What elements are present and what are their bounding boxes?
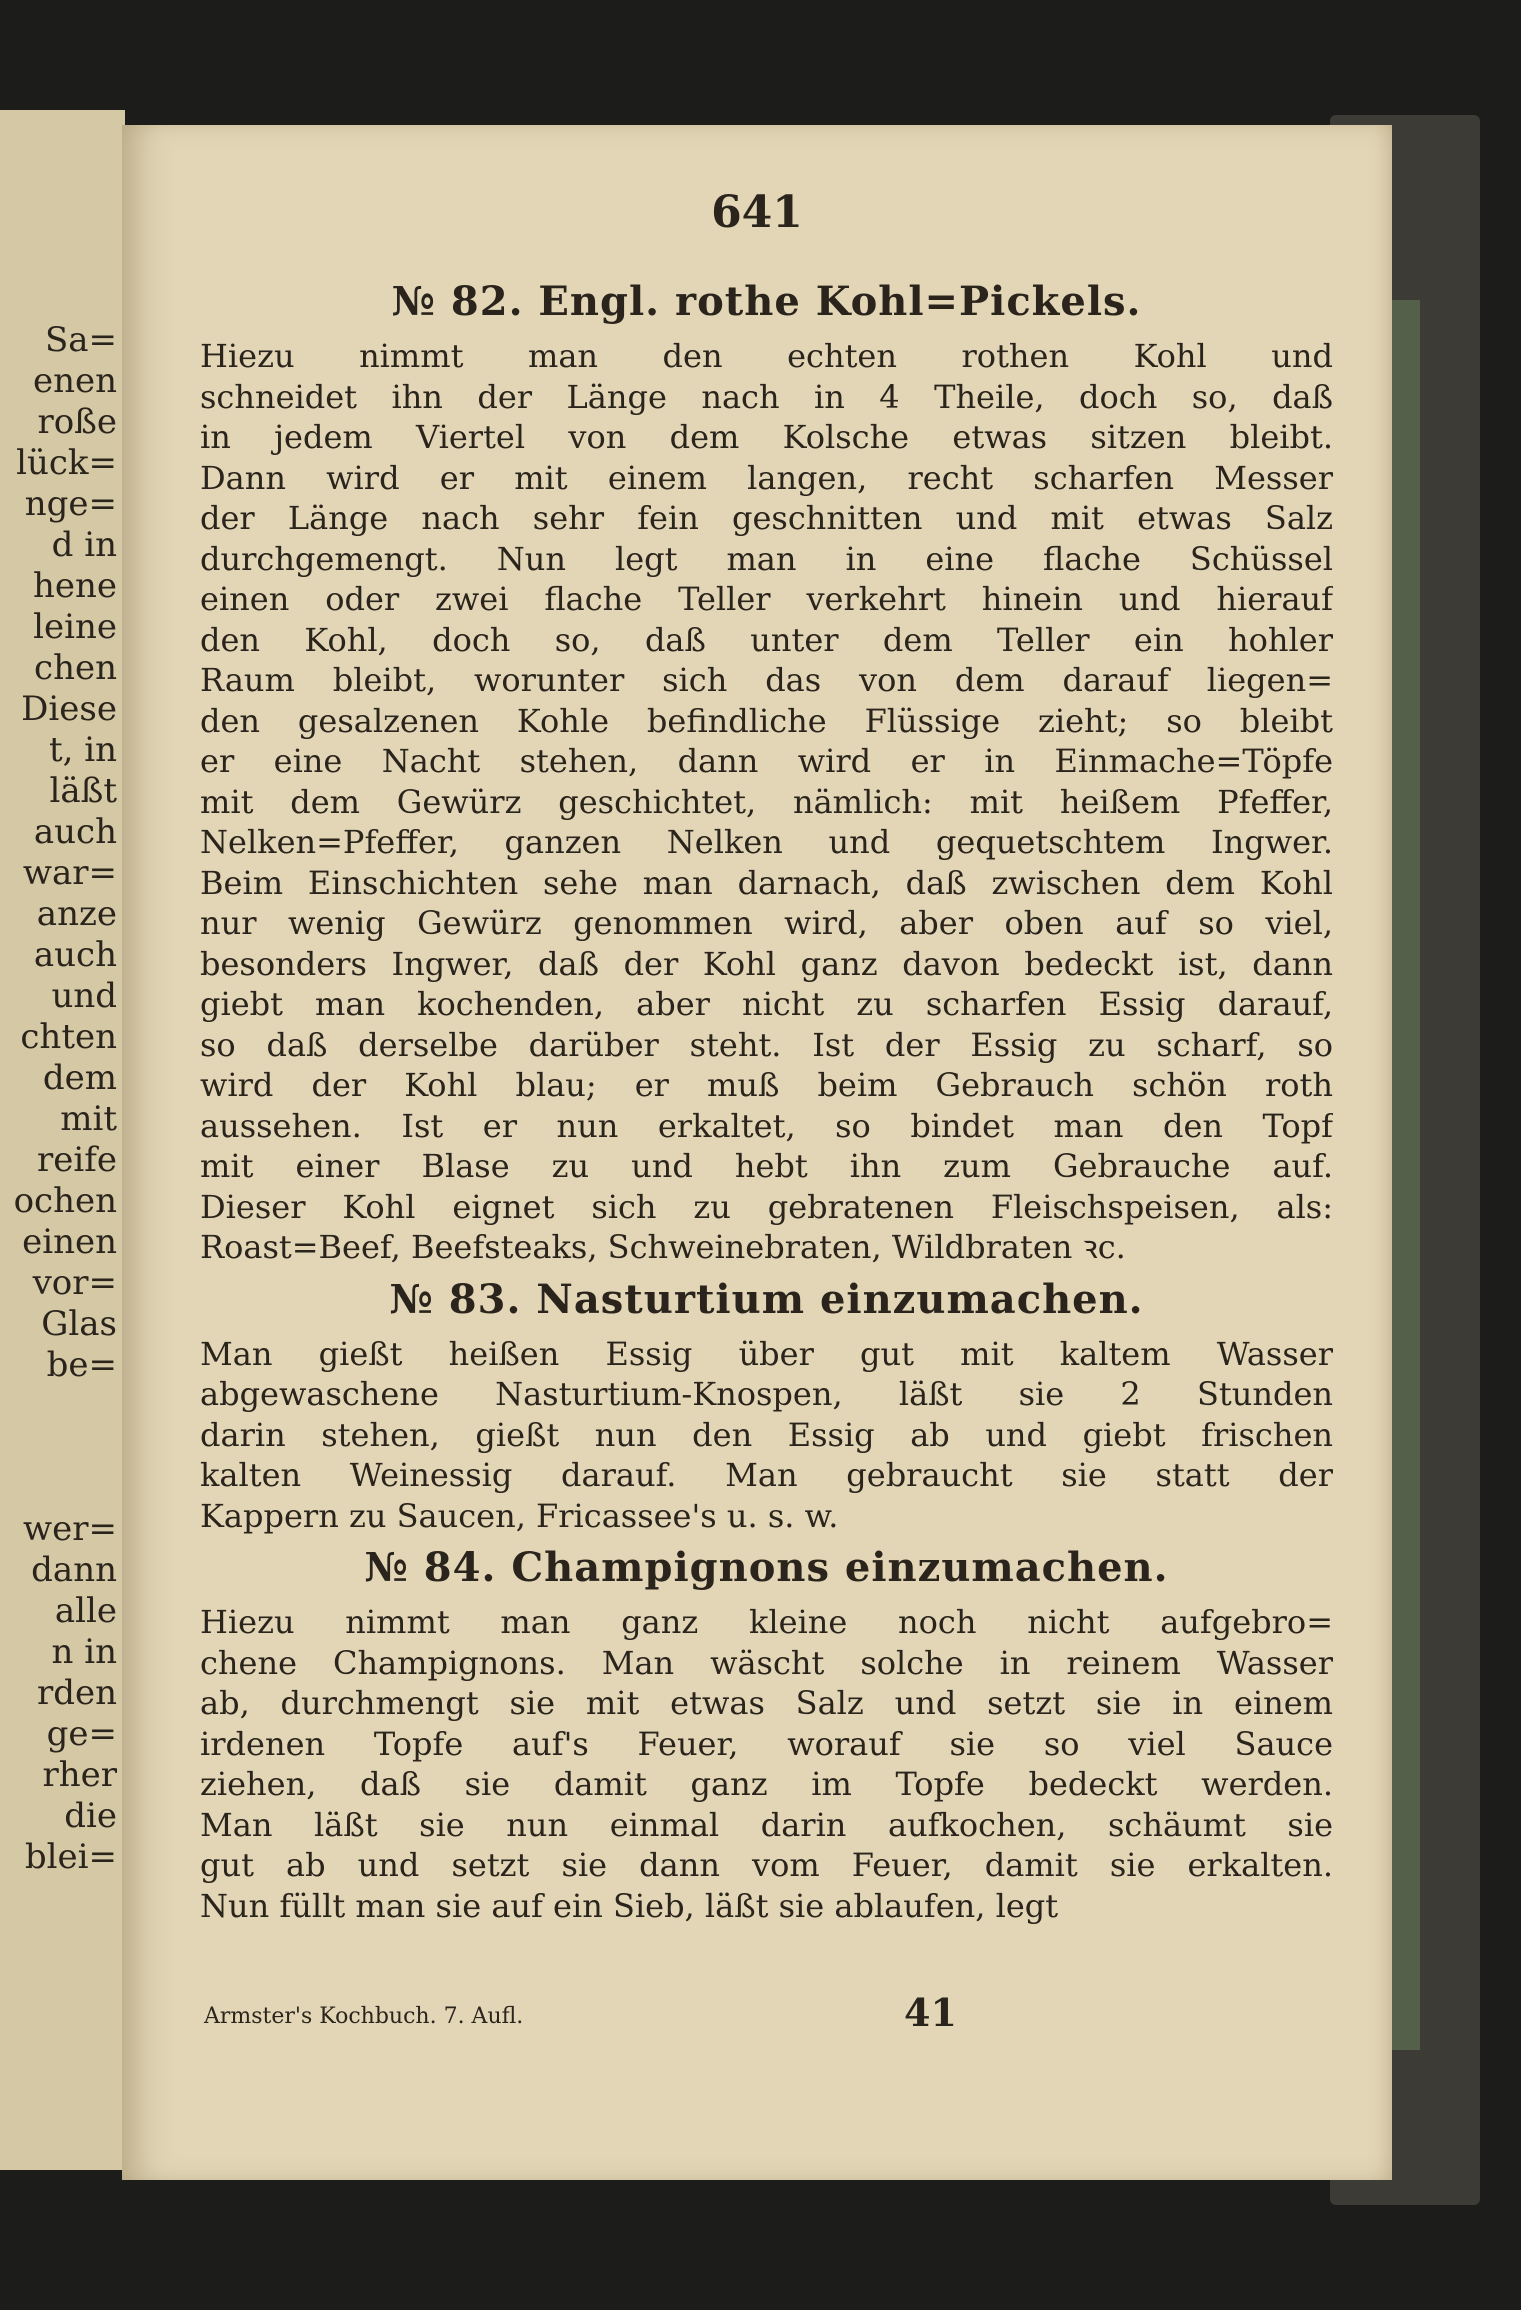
footer-imprint: Armster's Kochbuch. 7. Aufl. bbox=[204, 2004, 524, 2029]
left-page-fragment: chen bbox=[34, 648, 117, 688]
right-page bbox=[122, 125, 1392, 2180]
text-line: ziehen, daß sie damit ganz im Topfe bedeckt werden. bbox=[200, 1765, 1333, 1803]
text-line: wird der Kohl blau; er muß beim Gebrauch schön roth bbox=[200, 1066, 1333, 1104]
left-page-fragment: mit bbox=[60, 1099, 117, 1139]
left-page-fragment bbox=[7, 1386, 117, 1427]
page-text bbox=[200, 270, 1333, 1926]
text-line: Nelken=Pfeffer, ganzen Nelken und gequetschtem Ingwer. bbox=[200, 823, 1333, 861]
text-line: mit einer Blase zu und hebt ihn zum Gebrauche auf. bbox=[200, 1147, 1333, 1185]
text-line: Dann wird er mit einem langen, recht scharfen Messer bbox=[200, 458, 1333, 497]
left-page-fragment: rher bbox=[42, 1755, 117, 1795]
text-line: Hiezu nimmt man den echten rothen Kohl und bbox=[200, 337, 1333, 375]
footer-signature: 41 bbox=[904, 1990, 957, 2035]
left-page-fragment: anze bbox=[36, 894, 117, 934]
text-line: irdenen Topfe auf's Feuer, worauf sie so viel Sauce bbox=[200, 1724, 1333, 1763]
text-line: er eine Nacht stehen, dann wird er in Einmache=Töpfe bbox=[200, 742, 1333, 780]
text-line: in jedem Viertel von dem Kolsche etwas sitzen bleibt. bbox=[200, 418, 1333, 456]
left-page-fragment: hene bbox=[32, 566, 117, 606]
left-page-fragment: d in bbox=[51, 525, 117, 565]
left-page-fragment: läßt bbox=[49, 771, 117, 811]
left-page-fragment: leine bbox=[33, 607, 117, 647]
text-line: aussehen. Ist er nun erkaltet, so bindet man den Topf bbox=[200, 1106, 1333, 1145]
left-page-fragment: vor= bbox=[32, 1263, 117, 1303]
text-line: mit dem Gewürz geschichtet, nämlich: mit heißem Pfeffer, bbox=[200, 782, 1333, 821]
left-page-fragment: die bbox=[64, 1796, 117, 1836]
text-line: Raum bleibt, worunter sich das von dem darauf liegen= bbox=[200, 661, 1333, 699]
left-page-fragment: rden bbox=[36, 1673, 117, 1713]
left-page-fragment: enen bbox=[32, 361, 117, 401]
text-line: so daß derselbe darüber steht. Ist der Essig zu scharf, so bbox=[200, 1025, 1333, 1064]
text-line: giebt man kochenden, aber nicht zu scharfen Essig darauf, bbox=[200, 985, 1333, 1023]
text-line: Hiezu nimmt man ganz kleine noch nicht aufgebro= bbox=[200, 1603, 1333, 1641]
text-line: abgewaschene Nasturtium-Knospen, läßt sie 2 Stunden bbox=[200, 1375, 1333, 1413]
left-page-fragment: einen bbox=[22, 1222, 117, 1262]
left-page-fragment: Diese bbox=[21, 689, 117, 729]
text-line: Man läßt sie nun einmal darin aufkochen, schäumt sie bbox=[200, 1805, 1333, 1844]
left-page-fragment: nge= bbox=[24, 484, 117, 524]
text-line: Beim Einschichten sehe man darnach, daß zwischen dem Kohl bbox=[200, 863, 1333, 902]
left-page-fragment: Sa= bbox=[44, 320, 117, 360]
left-page-fragment: ochen bbox=[13, 1181, 117, 1221]
left-page-fragment: alle bbox=[54, 1591, 117, 1631]
left-page-fragment: chten bbox=[20, 1017, 117, 1057]
text-line: durchgemengt. Nun legt man in eine flache Schüssel bbox=[200, 539, 1333, 578]
text-line: Man gießt heißen Essig über gut mit kaltem Wasser bbox=[200, 1334, 1333, 1373]
left-page-fragment bbox=[7, 1468, 117, 1509]
left-page-fragment: be= bbox=[46, 1345, 117, 1385]
left-page-text-fragments bbox=[7, 320, 117, 1878]
left-page-fragment: auch bbox=[33, 812, 117, 852]
left-page-fragment bbox=[7, 1427, 117, 1468]
recipe-heading: № 84. Champignons einzumachen. bbox=[364, 1544, 1169, 1591]
text-line: der Länge nach sehr fein geschnitten und mit etwas Salz bbox=[200, 499, 1333, 537]
left-page-fragment: wer= bbox=[23, 1509, 117, 1549]
left-page-fragment: t, in bbox=[48, 730, 117, 770]
left-page bbox=[0, 110, 125, 2170]
page-footer bbox=[204, 1990, 1332, 2040]
left-page-fragment: dann bbox=[31, 1550, 117, 1590]
left-page-fragment: dem bbox=[42, 1058, 117, 1098]
text-line: Dieser Kohl eignet sich zu gebratenen Fleischspeisen, als: bbox=[200, 1187, 1333, 1226]
text-line: schneidet ihn der Länge nach in 4 Theile, doch so, daß bbox=[200, 377, 1333, 416]
text-line: den gesalzenen Kohle befindliche Flüssige zieht; so bleibt bbox=[200, 701, 1333, 740]
text-line: kalten Weinessig darauf. Man gebraucht sie statt der bbox=[200, 1456, 1333, 1494]
text-line: besonders Ingwer, daß der Kohl ganz davon bedeckt ist, dann bbox=[200, 944, 1333, 983]
text-line: ab, durchmengt sie mit etwas Salz und setzt sie in einem bbox=[200, 1684, 1333, 1722]
text-line: darin stehen, gießt nun den Essig ab und giebt frischen bbox=[200, 1415, 1333, 1454]
left-page-fragment: auch bbox=[33, 935, 117, 975]
text-line: einen oder zwei flache Teller verkehrt hinein und hierauf bbox=[200, 580, 1333, 618]
left-page-fragment: und bbox=[51, 976, 117, 1016]
left-page-fragment: blei= bbox=[24, 1837, 117, 1877]
text-line: gut ab und setzt sie dann vom Feuer, damit sie erkalten. bbox=[200, 1846, 1333, 1884]
left-page-fragment: war= bbox=[22, 853, 117, 893]
text-line: Kappern zu Saucen, Fricassee's u. s. w. bbox=[200, 1496, 839, 1535]
left-page-fragment: roße bbox=[37, 402, 117, 442]
left-page-fragment: Glas bbox=[41, 1304, 117, 1344]
text-line: nur wenig Gewürz genommen wird, aber oben auf so viel, bbox=[200, 904, 1333, 942]
left-page-fragment: ge= bbox=[46, 1714, 117, 1754]
page-number: 641 bbox=[711, 187, 803, 238]
left-page-fragment: n in bbox=[51, 1632, 117, 1672]
text-line: Roast=Beef, Beefsteaks, Schweinebraten, Wildbraten ꝛc. bbox=[200, 1228, 1126, 1266]
recipe-heading: № 82. Engl. rothe Kohl=Pickels. bbox=[391, 278, 1142, 325]
recipe-heading: № 83. Nasturtium einzumachen. bbox=[389, 1275, 1144, 1323]
left-page-fragment: reife bbox=[37, 1140, 117, 1180]
text-line: den Kohl, doch so, daß unter dem Teller ein hohler bbox=[200, 620, 1333, 659]
text-line: chene Champignons. Man wäscht solche in reinem Wasser bbox=[200, 1643, 1333, 1682]
text-line: Nun füllt man sie auf ein Sieb, läßt sie ablaufen, legt bbox=[200, 1886, 1059, 1925]
left-page-fragment: lück= bbox=[16, 443, 117, 483]
